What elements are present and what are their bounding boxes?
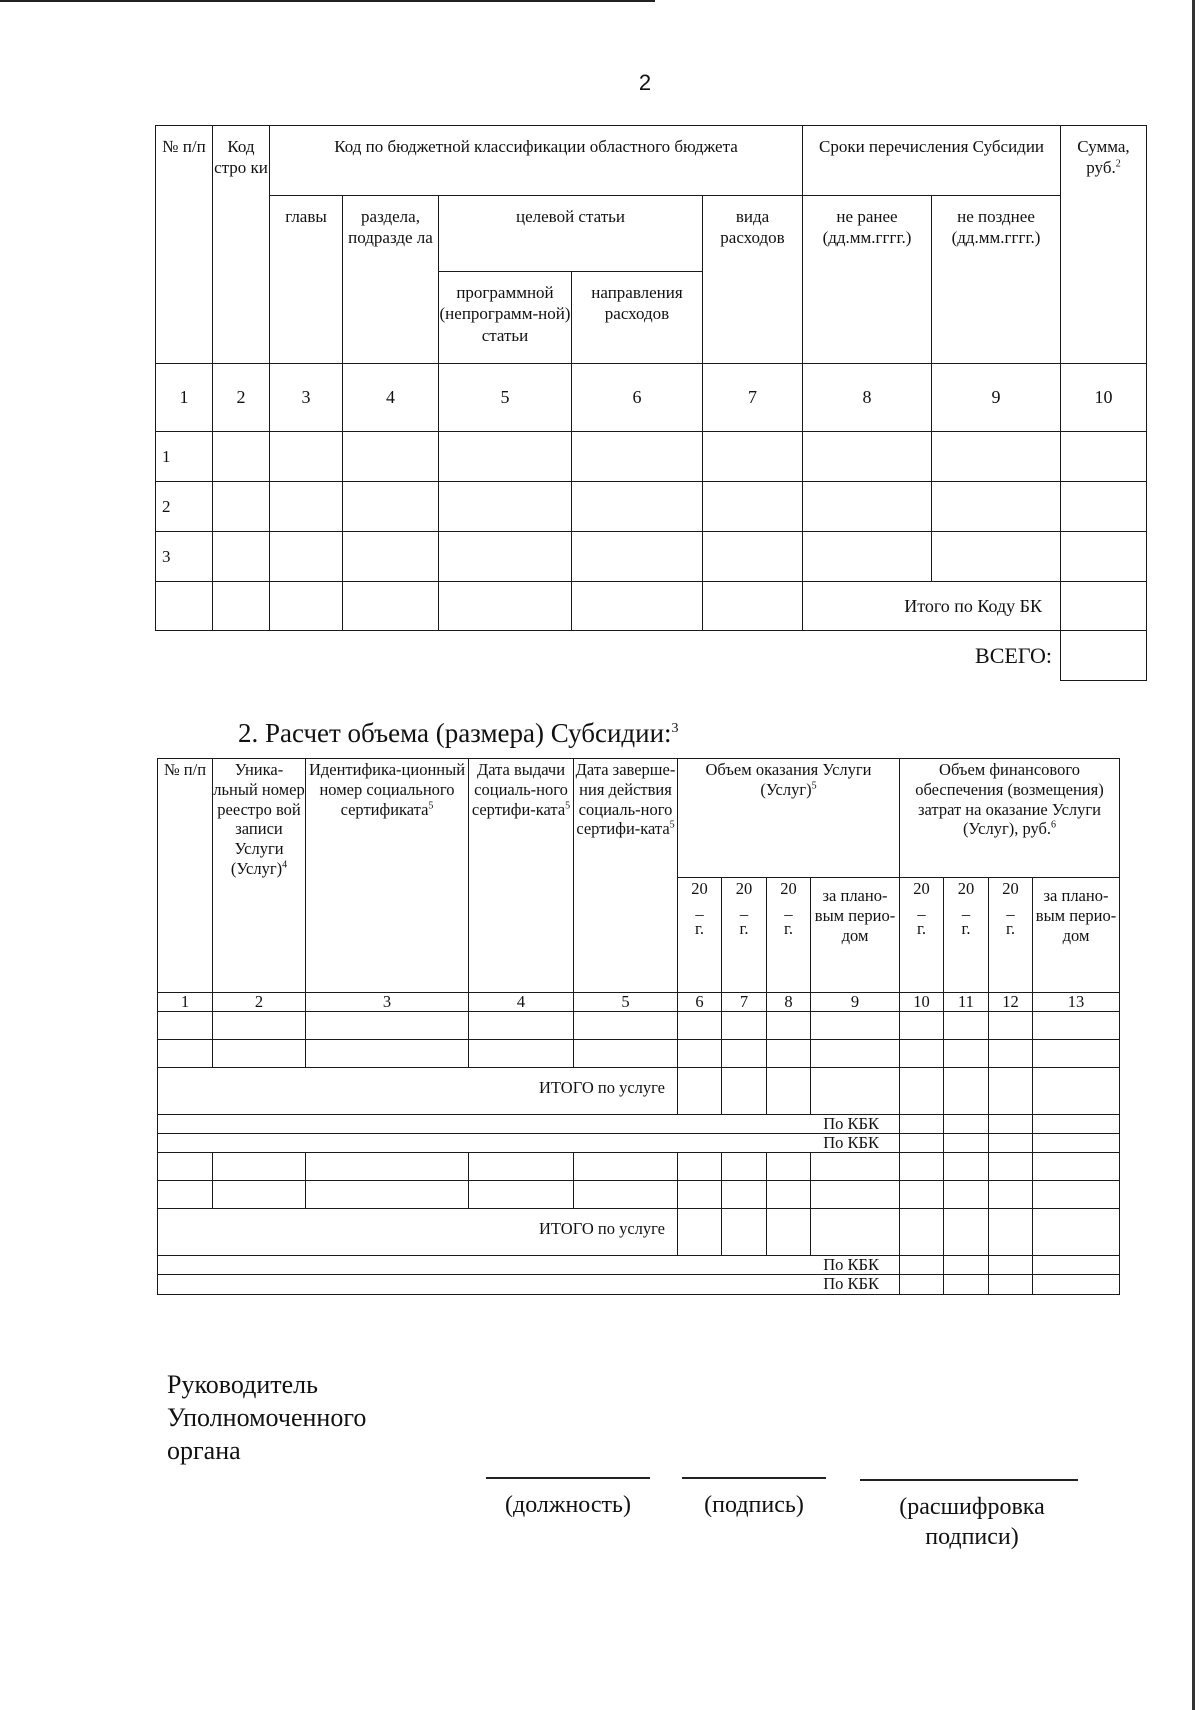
index-cell: 13 [1033,993,1120,1012]
header-year: 20 _ г. [900,878,944,993]
table-cell[interactable] [944,1153,989,1181]
table1-header-row-1 [156,126,1147,196]
itogo-label: ИТОГО по услуге [158,1209,678,1256]
index-cell: 9 [932,364,1061,432]
header-num: № п/п [156,126,213,364]
table-cell[interactable] [944,1040,989,1068]
table-cell[interactable] [306,1181,469,1209]
table-cell[interactable] [678,1181,722,1209]
header-sum: Сумма, руб.$^2$ [1061,126,1147,364]
table-cell[interactable] [944,1256,989,1275]
kbk-label: По КБК [158,1256,900,1275]
table-cell[interactable] [900,1181,944,1209]
table2-header-row-1 [158,759,1120,878]
table-cell[interactable] [270,532,343,582]
index-cell: 10 [1061,364,1147,432]
table-cell[interactable] [572,532,703,582]
table-cell[interactable] [213,482,270,532]
header-target: целевой статьи [439,196,703,272]
table-cell[interactable] [1033,1012,1120,1040]
index-cell: 9 [811,993,900,1012]
table-cell[interactable] [944,1134,989,1153]
index-cell: 2 [213,364,270,432]
row-number: 1 [156,432,213,482]
header-ident-number: Идентифика-ционный номер социального сертификата$^5$ [306,759,469,993]
table-cell[interactable] [1033,1256,1120,1275]
table-cell[interactable] [811,1181,900,1209]
index-cell: 5 [439,364,572,432]
table-cell[interactable] [439,582,572,631]
header-num: № п/п [158,759,213,993]
header-year: 20 _ г. [989,878,1033,993]
header-finance: Объем финансового обеспечения (возмещения) затрат на оказание Услуги (Услуг), руб.$^6$ [900,759,1120,878]
signature-line[interactable] [682,1477,826,1479]
table-cell[interactable] [678,1209,722,1256]
table-cell[interactable] [803,482,932,532]
index-cell: 11 [944,993,989,1012]
table-cell[interactable] [989,1134,1033,1153]
index-cell: 8 [803,364,932,432]
footnote-mark: 5 [811,780,817,792]
header-chapter: главы [270,196,343,364]
table-cell[interactable] [900,1040,944,1068]
table-cell[interactable] [270,432,343,482]
row-number: 2 [156,482,213,532]
table-cell[interactable] [439,482,572,532]
header-section: раздела, подразде ла [343,196,439,364]
footnote-mark: 5 [669,819,675,831]
header-unique-number: Уника-льный номер реестро вой записи Услуги (Услуг)$^4$ [213,759,306,993]
header-issue-date: Дата выдачи социаль-ного сертифи-ката$^5$ [469,759,574,993]
table-cell[interactable] [213,1181,306,1209]
signatory-role: Руководитель Уполномоченного органа [167,1370,367,1466]
table-cell[interactable] [989,1115,1033,1134]
table-cell[interactable] [439,532,572,582]
footnote-mark: 4 [282,859,288,871]
position-line[interactable] [486,1477,650,1479]
footnote-mark: 5 [428,800,434,812]
table1-index-row [156,364,1147,432]
index-cell: 10 [900,993,944,1012]
table-cell[interactable] [944,1181,989,1209]
table-cell[interactable] [989,1040,1033,1068]
table-cell[interactable] [306,1012,469,1040]
table-cell[interactable] [722,1181,767,1209]
total-row [156,631,1147,681]
table-row [156,532,1147,582]
table1-header-row-2 [156,196,1147,272]
table-cell[interactable] [678,1040,722,1068]
table-cell[interactable] [811,1040,900,1068]
total-label: ВСЕГО: [156,631,1061,681]
table-cell[interactable] [811,1153,900,1181]
kbk-row [158,1256,1120,1275]
table-cell[interactable] [1033,1115,1120,1134]
table-cell[interactable] [678,1012,722,1040]
header-year: 20 _ г. [722,878,767,993]
index-cell: 6 [678,993,722,1012]
header-volume: Объем оказания Услуги (Услуг)$^5$ [678,759,900,878]
total-value-cell[interactable] [1061,631,1147,681]
table-cell[interactable] [703,432,803,482]
index-cell: 3 [306,993,469,1012]
header-end-date: Дата заверше-ния действия социаль-ного сертифи-ката$^5$ [574,759,678,993]
table-cell[interactable] [944,1012,989,1040]
itogo-label: ИТОГО по услуге [158,1068,678,1115]
table-cell[interactable] [803,432,932,482]
table-cell[interactable] [158,1153,213,1181]
index-cell: 6 [572,364,703,432]
table-cell[interactable] [944,1209,989,1256]
table-cell[interactable] [932,482,1061,532]
kbk-label: По КБК [158,1115,900,1134]
table-cell[interactable] [900,1134,944,1153]
table-cell[interactable] [722,1012,767,1040]
header-not-before: не ранее (дд.мм.гггг.) [803,196,932,364]
footnote-mark: 5 [565,800,571,812]
table-cell[interactable] [900,1153,944,1181]
index-cell: 7 [703,364,803,432]
table-row [158,1040,1120,1068]
subtotal-row [156,582,1147,631]
table-cell[interactable] [900,1068,944,1115]
itogo-row [158,1209,1120,1256]
subtotal-value-cell[interactable] [1061,582,1147,631]
table-cell[interactable] [213,1153,306,1181]
table-cell[interactable] [722,1209,767,1256]
table-cell[interactable] [989,1209,1033,1256]
table-cell[interactable] [306,1040,469,1068]
table-cell[interactable] [1061,482,1147,532]
table-cell[interactable] [343,582,439,631]
index-cell: 4 [469,993,574,1012]
table-cell[interactable] [270,482,343,532]
table-cell[interactable] [574,1040,678,1068]
table-cell[interactable] [1033,1181,1120,1209]
kbk-label: По КБК [158,1134,900,1153]
itogo-row [158,1068,1120,1115]
table-cell[interactable] [989,1012,1033,1040]
footnote-mark: 2 [1115,158,1121,170]
table-row [156,432,1147,482]
table-cell[interactable] [989,1181,1033,1209]
scan-top-edge [0,0,655,2]
table-cell[interactable] [1033,1068,1120,1115]
table-cell[interactable] [900,1012,944,1040]
table-cell[interactable] [158,1181,213,1209]
table-cell[interactable] [811,1068,900,1115]
header-direction: направления расходов [572,272,703,364]
table-cell[interactable] [944,1275,989,1294]
table-cell[interactable] [811,1012,900,1040]
table-cell[interactable] [439,432,572,482]
table-cell[interactable] [1061,432,1147,482]
table-cell[interactable] [574,1153,678,1181]
table-cell[interactable] [213,1040,306,1068]
header-program: программной (непрограмм-ной) статьи [439,272,572,364]
subtotal-label: Итого по Коду БК [803,582,1061,631]
footnote-mark: 3 [671,721,679,736]
table-row [158,1012,1120,1040]
table-cell[interactable] [572,432,703,482]
footnote-mark: 6 [1051,819,1057,831]
header-year: 20 _ г. [944,878,989,993]
table-cell[interactable] [343,532,439,582]
table-cell[interactable] [932,432,1061,482]
table-cell[interactable] [989,1256,1033,1275]
table-cell[interactable] [722,1040,767,1068]
table-cell[interactable] [1033,1275,1120,1294]
budget-code-table [155,125,1147,681]
table-cell[interactable] [213,532,270,582]
table-row [156,482,1147,532]
table-cell[interactable] [900,1115,944,1134]
index-cell: 7 [722,993,767,1012]
table-cell[interactable] [270,582,343,631]
table-cell[interactable] [989,1068,1033,1115]
table2-index-row [158,993,1120,1012]
table-cell[interactable] [469,1012,574,1040]
header-year: 20 _ г. [767,878,811,993]
table-cell[interactable] [306,1153,469,1181]
header-not-after: не позднее (дд.мм.гггг.) [932,196,1061,364]
table-cell[interactable] [158,1012,213,1040]
table-cell[interactable] [678,1068,722,1115]
table-cell[interactable] [932,532,1061,582]
page-number: 2 [638,70,652,95]
table-cell[interactable] [722,1068,767,1115]
table-cell[interactable] [767,1012,811,1040]
table-cell[interactable] [803,532,932,582]
table-cell[interactable] [767,1209,811,1256]
table-cell[interactable] [343,432,439,482]
index-cell: 4 [343,364,439,432]
table-cell[interactable] [1033,1040,1120,1068]
table-cell[interactable] [1033,1209,1120,1256]
table-cell[interactable] [469,1181,574,1209]
section-title: 2. Расчет объема (размера) Субсидии:$^3$ [238,718,679,748]
table-cell[interactable] [574,1181,678,1209]
table-cell[interactable] [703,532,803,582]
signature-caption: (подпись) [704,1492,804,1518]
table-cell[interactable] [1033,1134,1120,1153]
kbk-row [158,1134,1120,1153]
table-cell[interactable] [944,1068,989,1115]
index-cell: 2 [213,993,306,1012]
table-cell[interactable] [703,582,803,631]
header-planned: за плано-вым перио-дом [811,878,900,993]
kbk-label: По КБК [158,1275,900,1294]
table-cell[interactable] [572,482,703,532]
table-cell[interactable] [989,1275,1033,1294]
header-code: Код стро ки [213,126,270,364]
index-cell: 5 [574,993,678,1012]
table-cell[interactable] [703,482,803,532]
position-caption: (должность) [505,1492,631,1518]
decode-caption: (расшифровка подписи) [899,1494,1045,1551]
scan-right-edge [1192,0,1195,1710]
row-number: 3 [156,532,213,582]
kbk-row [158,1275,1120,1294]
table-cell[interactable] [1061,532,1147,582]
kbk-row [158,1115,1120,1134]
decode-line[interactable] [860,1479,1078,1481]
table-cell[interactable] [574,1012,678,1040]
table-cell[interactable] [944,1115,989,1134]
header-year: 20 _ г. [678,878,722,993]
header-expense-type: вида расходов [703,196,803,364]
index-cell: 1 [156,364,213,432]
table-cell[interactable] [767,1040,811,1068]
table-cell[interactable] [811,1209,900,1256]
index-cell: 3 [270,364,343,432]
header-terms-group: Сроки перечисления Субсидии [803,126,1061,196]
index-cell: 1 [158,993,213,1012]
table-cell[interactable] [213,432,270,482]
table-cell[interactable] [469,1040,574,1068]
table-cell[interactable] [767,1068,811,1115]
table-cell[interactable] [158,1040,213,1068]
table-row [158,1181,1120,1209]
table-cell[interactable] [900,1209,944,1256]
header-planned: за плано-вым перио-дом [1033,878,1120,993]
table-cell[interactable] [722,1153,767,1181]
table-cell[interactable] [572,582,703,631]
table-cell[interactable] [989,1153,1033,1181]
table-cell[interactable] [900,1256,944,1275]
table-row [158,1153,1120,1181]
table-cell[interactable] [678,1153,722,1181]
header-kbk-group: Код по бюджетной классификации областного бюджета [270,126,803,196]
table-cell[interactable] [1033,1153,1120,1181]
subsidy-calc-table [157,758,1120,1295]
table-cell[interactable] [213,1012,306,1040]
table-cell[interactable] [469,1153,574,1181]
table-cell[interactable] [900,1275,944,1294]
table-cell[interactable] [767,1181,811,1209]
index-cell: 8 [767,993,811,1012]
table-cell[interactable] [213,582,270,631]
index-cell: 12 [989,993,1033,1012]
table-cell[interactable] [767,1153,811,1181]
table-cell[interactable] [343,482,439,532]
table-cell[interactable] [156,582,213,631]
